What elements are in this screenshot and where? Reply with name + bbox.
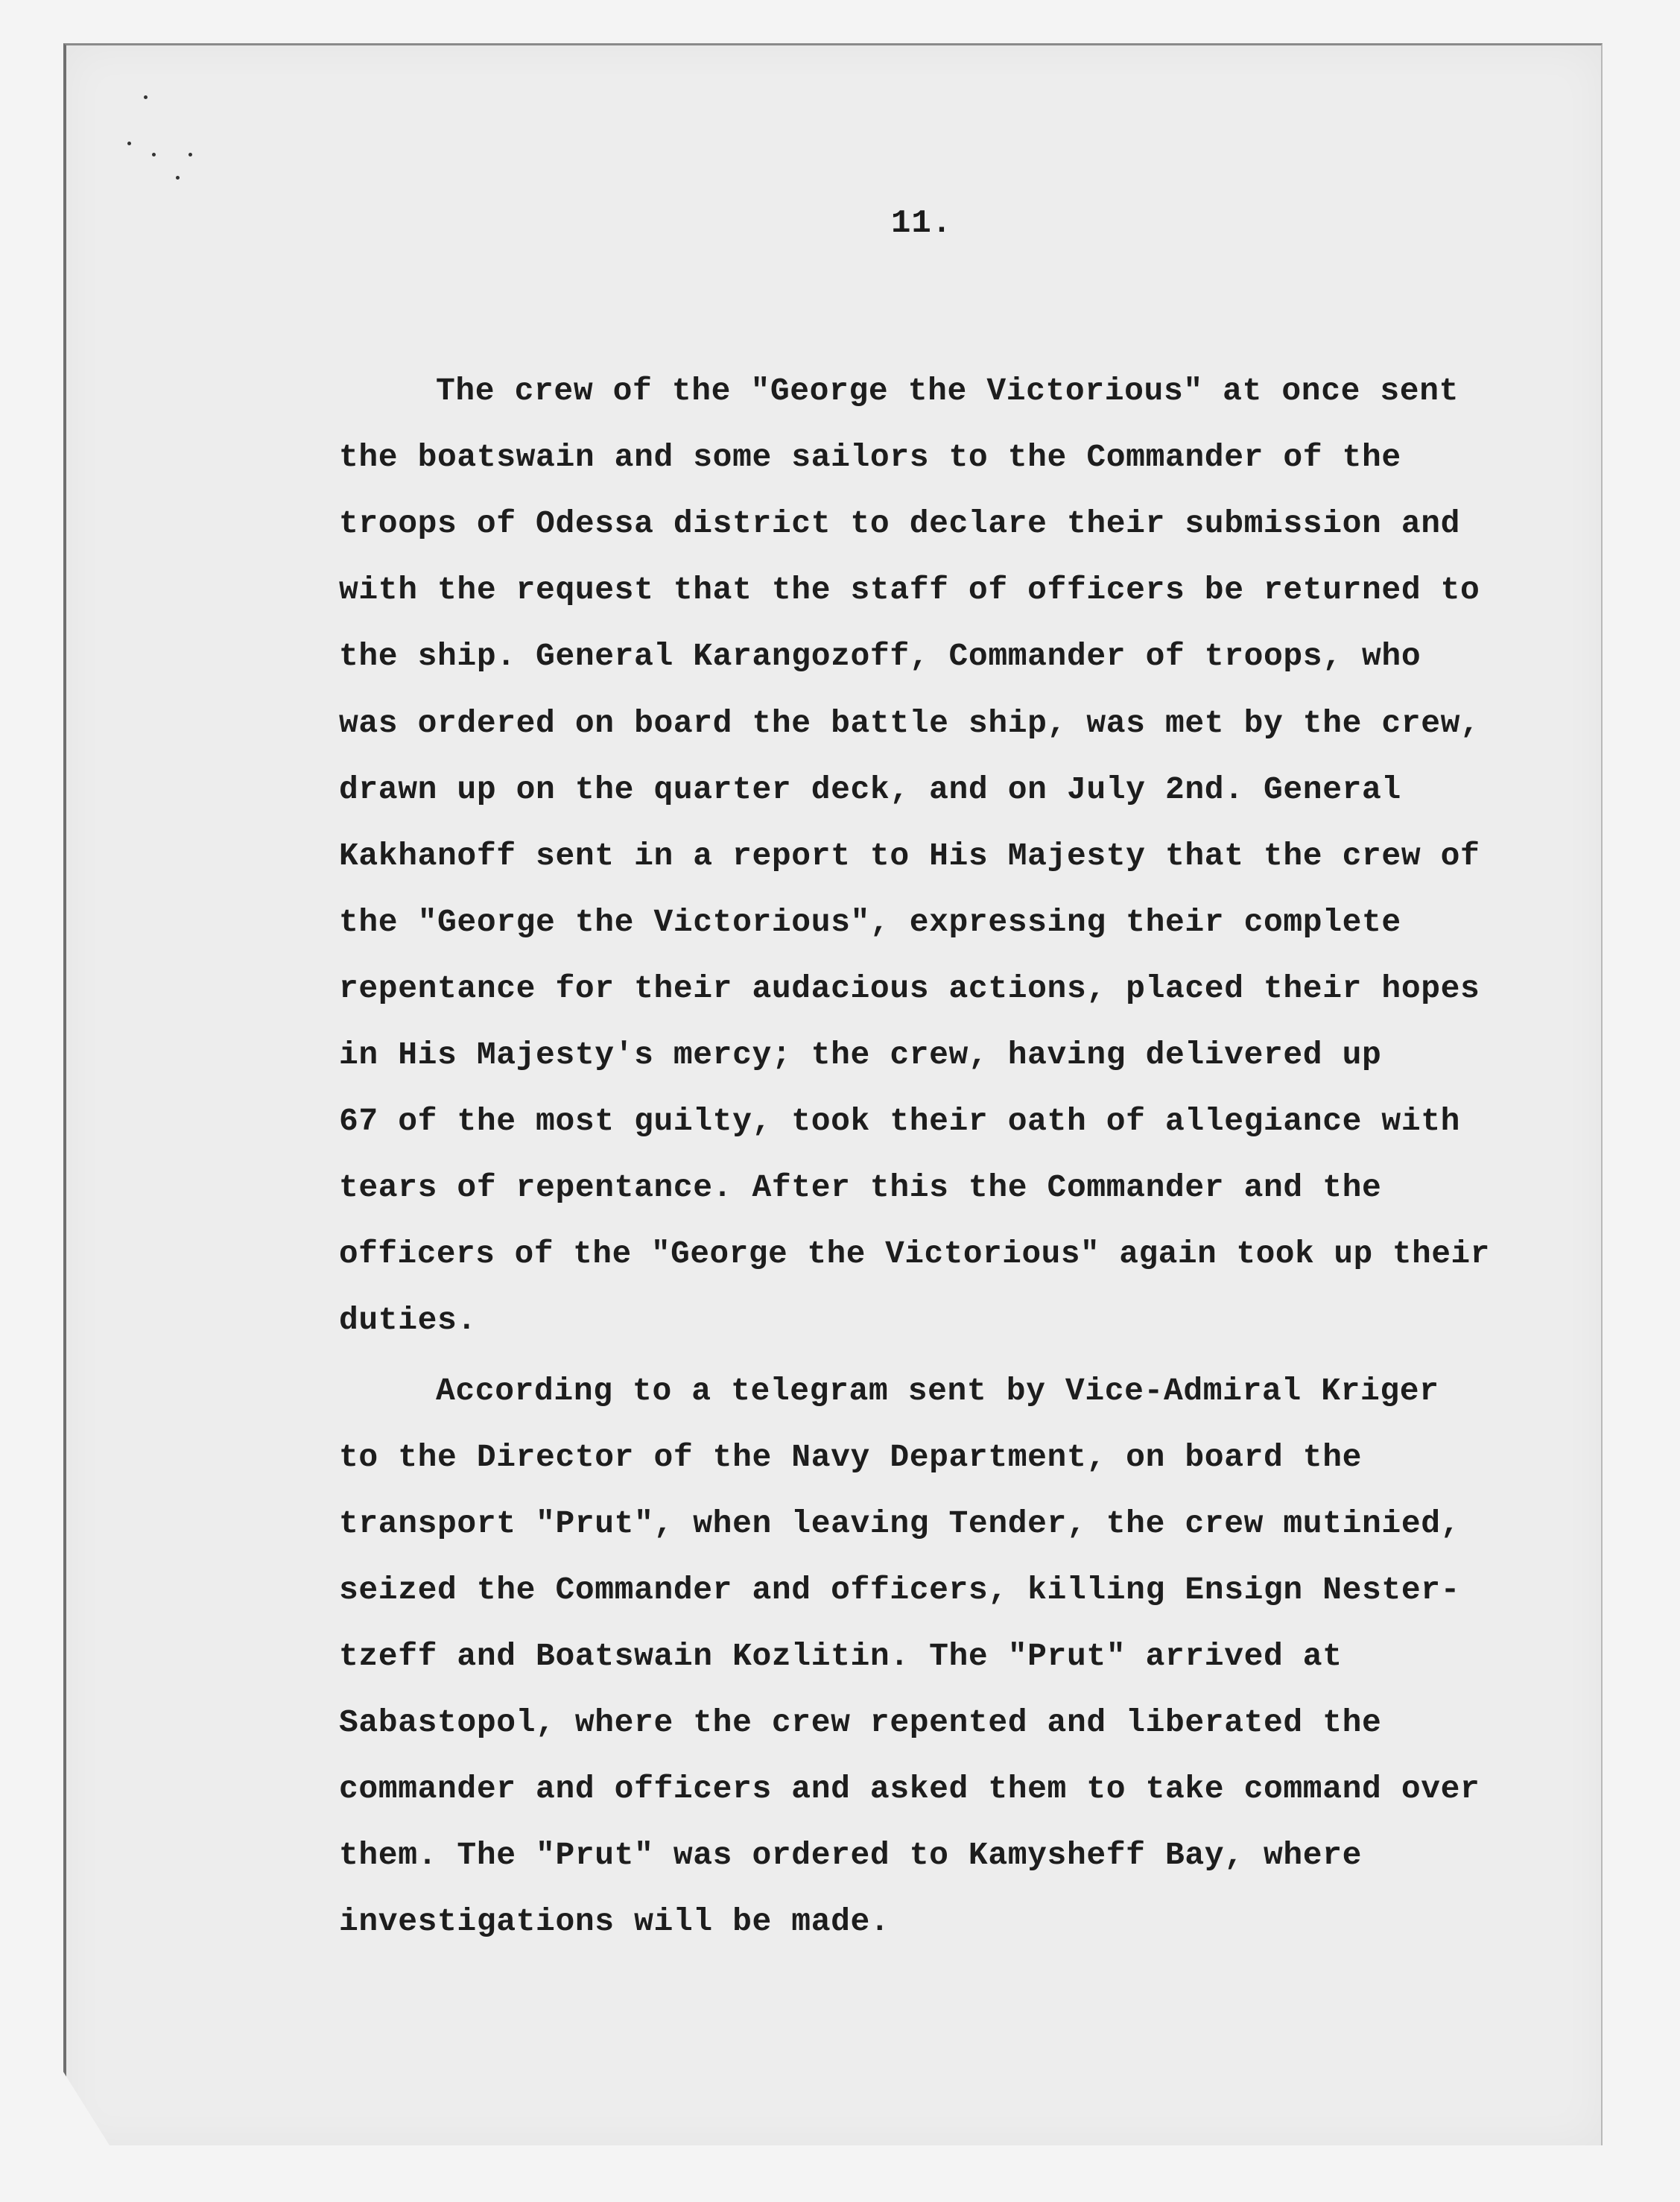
text-line: in His Majesty's mercy; the crew, having delivered up <box>339 1037 1382 1073</box>
ink-speck <box>152 153 156 156</box>
text-line: tears of repentance. After this the Commander and the <box>339 1169 1382 1206</box>
document-page <box>63 43 1603 2145</box>
ink-speck <box>127 142 131 145</box>
text-line: seized the Commander and officers, killing Ensign Nester- <box>339 1572 1461 1608</box>
text-line: troops of Odessa district to declare their submission and <box>339 505 1461 542</box>
text-line: to the Director of the Navy Department, on board the <box>339 1439 1363 1475</box>
text-line: officers of the "George the Victorious" again took up their <box>339 1236 1490 1272</box>
text-line: investigations will be made. <box>339 1903 890 1940</box>
text-line: 67 of the most guilty, took their oath of allegiance with <box>339 1103 1461 1139</box>
text-line: commander and officers and asked them to take command over <box>339 1771 1480 1807</box>
text-line: transport "Prut", when leaving Tender, the crew mutinied, <box>339 1505 1461 1542</box>
text-line: the "George the Victorious", expressing their complete <box>339 904 1401 940</box>
ink-speck <box>144 95 148 99</box>
text-line: Sabastopol, where the crew repented and liberated the <box>339 1704 1382 1741</box>
text-line: According to a telegram sent by Vice-Admiral Kriger <box>436 1373 1439 1409</box>
text-line: was ordered on board the battle ship, was met by the crew, <box>339 705 1480 741</box>
text-line: drawn up on the quarter deck, and on July 2nd. General <box>339 771 1401 808</box>
text-line: tzeff and Boatswain Kozlitin. The "Prut" arrived at <box>339 1638 1343 1674</box>
text-line: duties. <box>339 1302 477 1338</box>
ink-speck <box>188 153 192 156</box>
text-line: with the request that the staff of officers be returned to <box>339 572 1480 608</box>
text-line: repentance for their audacious actions, placed their hopes <box>339 970 1480 1007</box>
text-line: Kakhanoff sent in a report to His Majesty that the crew of <box>339 838 1480 874</box>
text-line: them. The "Prut" was ordered to Kamysheff Bay, where <box>339 1837 1363 1873</box>
text-line: the boatswain and some sailors to the Commander of the <box>339 439 1401 475</box>
ink-speck <box>176 176 180 180</box>
text-line: the ship. General Karangozoff, Commander of troops, who <box>339 638 1421 674</box>
text-line: The crew of the "George the Victorious" at once sent <box>436 373 1459 409</box>
page-number: 11. <box>891 205 953 242</box>
